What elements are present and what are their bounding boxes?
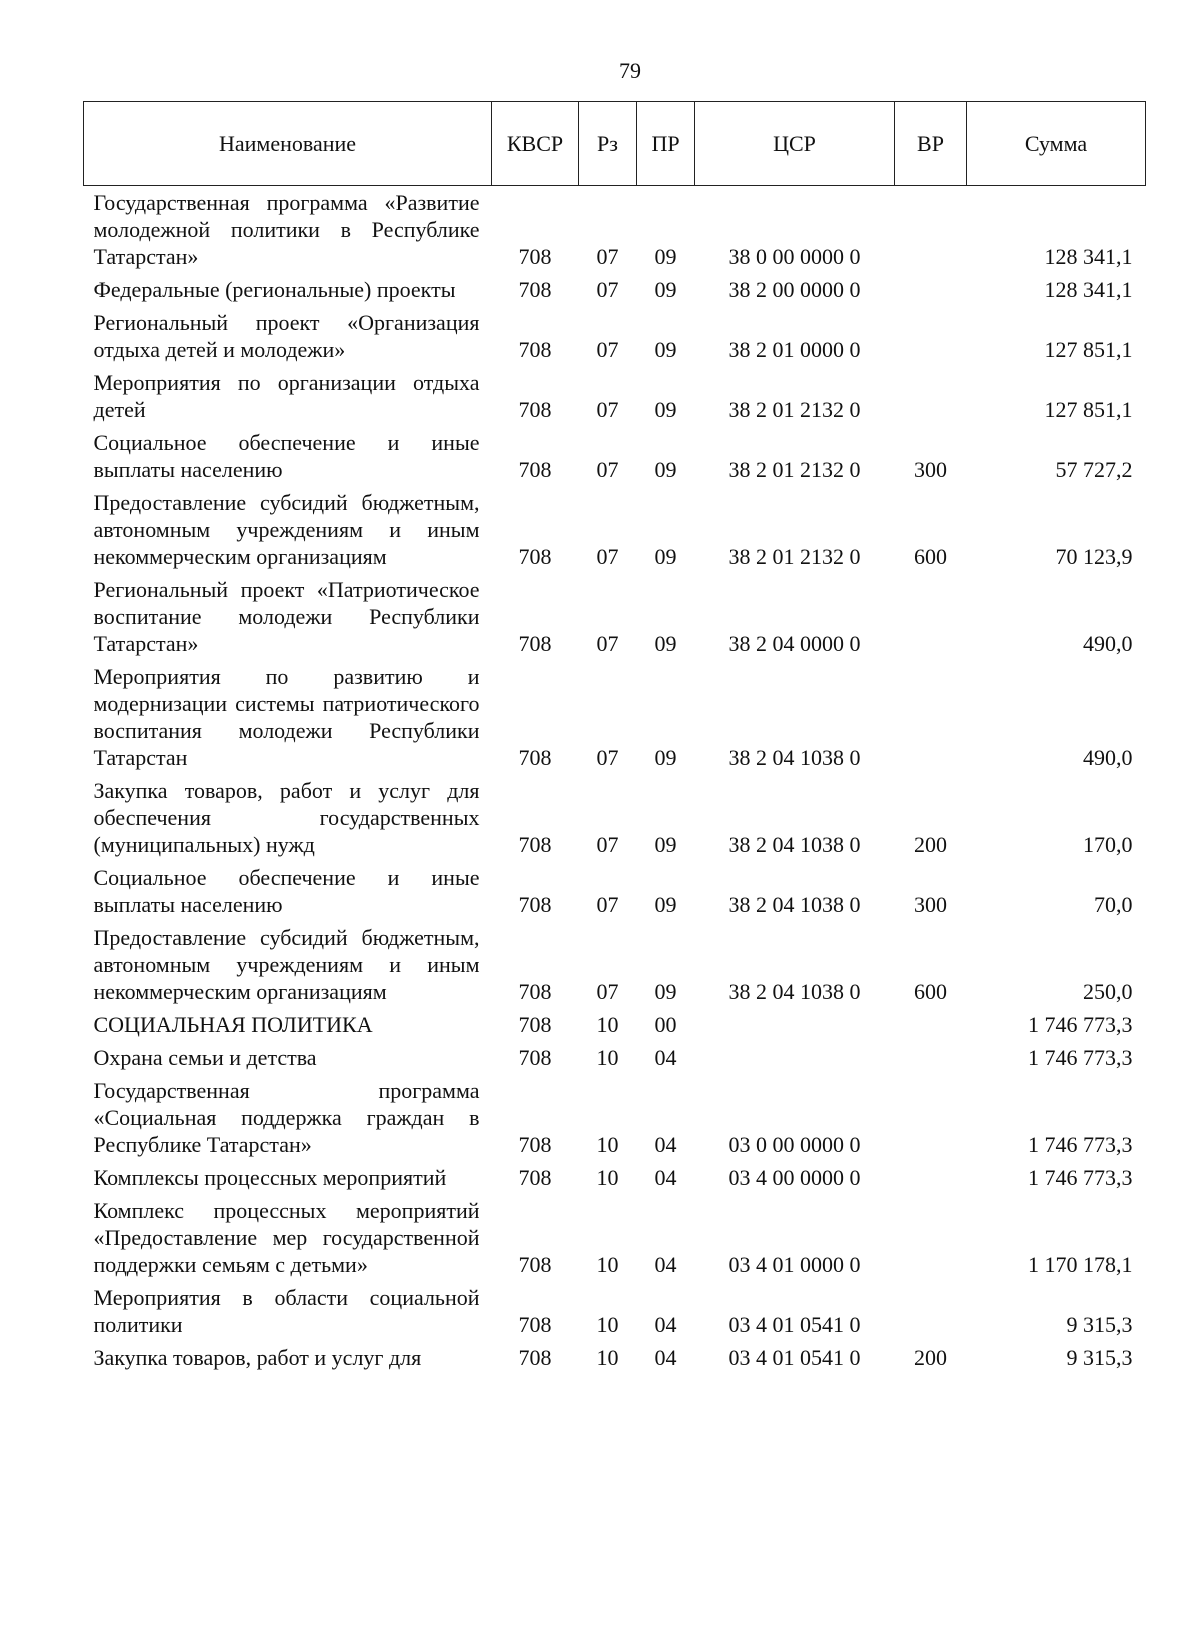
table-row (84, 426, 1146, 486)
cell-kvsr: 708 (518, 277, 552, 302)
cell-kvsr: 708 (518, 544, 552, 569)
cell-name: Государственная программа «Развитие молодежной политики в Республике Татарстан» (93, 190, 480, 269)
cell-sum: 57 727,2 (1055, 457, 1133, 482)
cell-name: Охрана семьи и детства (93, 1045, 317, 1070)
cell-pr: 04 (654, 1165, 677, 1190)
cell-vr (895, 1041, 967, 1074)
cell-sum: 170,0 (1083, 832, 1133, 857)
table-row (84, 486, 1146, 573)
cell-csr: 38 2 04 1038 0 (728, 745, 861, 770)
table-row (84, 1194, 1146, 1281)
cell-pr: 04 (654, 1312, 677, 1337)
header-kvsr: КВСР (492, 102, 579, 186)
cell-csr: 38 2 04 1038 0 (728, 979, 861, 1004)
cell-sum: 490,0 (1083, 745, 1133, 770)
cell-rz: 07 (596, 832, 619, 857)
cell-pr: 09 (654, 979, 677, 1004)
cell-csr (695, 1041, 895, 1074)
table-row (84, 774, 1146, 861)
cell-kvsr: 708 (518, 832, 552, 857)
cell-rz: 07 (596, 979, 619, 1004)
cell-kvsr: 708 (518, 244, 552, 269)
cell-rz: 07 (596, 631, 619, 656)
cell-sum: 250,0 (1083, 979, 1133, 1004)
cell-sum: 1 746 773,3 (1028, 1132, 1133, 1157)
cell-pr: 04 (654, 1252, 677, 1277)
cell-csr: 38 2 00 0000 0 (728, 277, 861, 302)
cell-sum: 9 315,3 (1066, 1312, 1133, 1337)
header-sum: Сумма (967, 102, 1146, 186)
cell-rz: 10 (596, 1165, 619, 1190)
cell-kvsr: 708 (518, 1045, 552, 1070)
cell-pr: 09 (654, 457, 677, 482)
cell-name: Предоставление субсидий бюджетным, автономным учреждениям и иным некоммерческим организациям (93, 925, 480, 1004)
cell-kvsr: 708 (518, 1345, 552, 1370)
table-row (84, 1008, 1146, 1041)
cell-vr (895, 366, 967, 426)
cell-csr: 03 0 00 0000 0 (728, 1132, 861, 1157)
cell-rz: 07 (596, 544, 619, 569)
cell-name: Мероприятия в области социальной политики (93, 1285, 480, 1337)
cell-name: Мероприятия по развитию и модернизации системы патриотического воспитания молодежи Республики Татарстан (93, 664, 480, 770)
cell-name: СОЦИАЛЬНАЯ ПОЛИТИКА (93, 1012, 373, 1037)
cell-pr: 09 (654, 544, 677, 569)
cell-vr: 200 (914, 832, 947, 857)
table-row (84, 573, 1146, 660)
cell-csr: 38 2 04 1038 0 (728, 832, 861, 857)
table-row (84, 1074, 1146, 1161)
budget-table (83, 101, 1146, 1374)
table-row (84, 366, 1146, 426)
cell-name: Предоставление субсидий бюджетным, автономным учреждениям и иным некоммерческим организациям (93, 490, 480, 569)
table-row (84, 273, 1146, 306)
cell-name: Региональный проект «Патриотическое воспитание молодежи Республики Татарстан» (93, 577, 480, 656)
table-row (84, 861, 1146, 921)
cell-rz: 07 (596, 892, 619, 917)
cell-kvsr: 708 (518, 457, 552, 482)
cell-sum: 128 341,1 (1044, 244, 1133, 269)
cell-kvsr: 708 (518, 1252, 552, 1277)
cell-vr (895, 660, 967, 774)
cell-rz: 07 (596, 397, 619, 422)
cell-rz: 10 (596, 1345, 619, 1370)
cell-name: Мероприятия по организации отдыха детей (93, 370, 480, 422)
cell-rz: 10 (596, 1312, 619, 1337)
cell-pr: 09 (654, 832, 677, 857)
cell-kvsr: 708 (518, 745, 552, 770)
cell-sum: 9 315,3 (1066, 1345, 1133, 1370)
cell-rz: 10 (596, 1012, 619, 1037)
table-row (84, 921, 1146, 1008)
cell-pr: 09 (654, 277, 677, 302)
cell-pr: 09 (654, 337, 677, 362)
cell-pr: 09 (654, 397, 677, 422)
cell-vr (895, 1074, 967, 1161)
table-row (84, 1341, 1146, 1374)
cell-vr: 300 (914, 892, 947, 917)
cell-vr: 300 (914, 457, 947, 482)
cell-kvsr: 708 (518, 1132, 552, 1157)
cell-kvsr: 708 (518, 397, 552, 422)
cell-pr: 00 (654, 1012, 677, 1037)
cell-csr: 38 0 00 0000 0 (728, 244, 861, 269)
cell-sum: 127 851,1 (1044, 397, 1133, 422)
cell-rz: 10 (596, 1045, 619, 1070)
page-number: 79 (619, 58, 641, 83)
cell-csr: 38 2 04 1038 0 (728, 892, 861, 917)
cell-vr (895, 1161, 967, 1194)
cell-name: Закупка товаров, работ и услуг для обеспечения государственных (муниципальных) нужд (93, 778, 480, 857)
cell-pr: 09 (654, 631, 677, 656)
cell-sum: 1 170 178,1 (1028, 1252, 1133, 1277)
cell-vr (895, 1194, 967, 1281)
cell-vr (895, 1281, 967, 1341)
cell-name: Закупка товаров, работ и услуг для (93, 1345, 422, 1370)
header-name: Наименование (84, 102, 492, 186)
cell-sum: 70,0 (1094, 892, 1133, 917)
table-row (84, 186, 1146, 274)
table-header-row (84, 102, 1146, 186)
cell-sum: 1 746 773,3 (1028, 1165, 1133, 1190)
cell-kvsr: 708 (518, 1165, 552, 1190)
cell-name: Социальное обеспечение и иные выплаты населению (93, 865, 480, 917)
cell-sum: 128 341,1 (1044, 277, 1133, 302)
cell-rz: 07 (596, 745, 619, 770)
cell-pr: 09 (654, 244, 677, 269)
cell-name: Региональный проект «Организация отдыха детей и молодежи» (93, 310, 480, 362)
cell-rz: 10 (596, 1252, 619, 1277)
cell-sum: 70 123,9 (1055, 544, 1133, 569)
cell-pr: 04 (654, 1132, 677, 1157)
cell-rz: 07 (596, 457, 619, 482)
cell-kvsr: 708 (518, 337, 552, 362)
cell-pr: 04 (654, 1345, 677, 1370)
cell-sum: 1 746 773,3 (1028, 1045, 1133, 1070)
cell-csr: 03 4 01 0541 0 (728, 1345, 861, 1370)
cell-csr: 38 2 01 2132 0 (728, 397, 861, 422)
cell-vr (895, 186, 967, 274)
cell-kvsr: 708 (518, 1312, 552, 1337)
cell-name: Государственная программа «Социальная поддержка граждан в Республике Татарстан» (93, 1078, 480, 1157)
cell-name: Социальное обеспечение и иные выплаты населению (93, 430, 480, 482)
cell-csr: 38 2 04 0000 0 (728, 631, 861, 656)
cell-csr: 03 4 01 0000 0 (728, 1252, 861, 1277)
header-rz: Рз (579, 102, 637, 186)
cell-name: Комплекс процессных мероприятий «Предоставление мер государственной поддержки семьям с детьми» (93, 1198, 480, 1277)
cell-sum: 490,0 (1083, 631, 1133, 656)
cell-pr: 04 (654, 1045, 677, 1070)
cell-csr: 38 2 01 2132 0 (728, 457, 861, 482)
cell-kvsr: 708 (518, 892, 552, 917)
cell-rz: 07 (596, 337, 619, 362)
cell-kvsr: 708 (518, 631, 552, 656)
cell-name: Федеральные (региональные) проекты (93, 277, 456, 302)
table-row (84, 1041, 1146, 1074)
table-row (84, 306, 1146, 366)
cell-kvsr: 708 (518, 1012, 552, 1037)
table-row (84, 660, 1146, 774)
cell-csr: 38 2 01 0000 0 (728, 337, 861, 362)
cell-pr: 09 (654, 745, 677, 770)
cell-vr (895, 573, 967, 660)
cell-rz: 10 (596, 1132, 619, 1157)
cell-vr (895, 306, 967, 366)
cell-vr (895, 273, 967, 306)
header-pr: ПР (637, 102, 695, 186)
cell-csr: 03 4 01 0541 0 (728, 1312, 861, 1337)
cell-csr (695, 1008, 895, 1041)
cell-rz: 07 (596, 277, 619, 302)
cell-name: Комплексы процессных мероприятий (93, 1165, 447, 1190)
table-body (84, 186, 1146, 1375)
cell-pr: 09 (654, 892, 677, 917)
cell-sum: 1 746 773,3 (1028, 1012, 1133, 1037)
cell-csr: 03 4 00 0000 0 (728, 1165, 861, 1190)
cell-sum: 127 851,1 (1044, 337, 1133, 362)
table-row (84, 1161, 1146, 1194)
table-row (84, 1281, 1146, 1341)
header-vr: ВР (895, 102, 967, 186)
cell-rz: 07 (596, 244, 619, 269)
cell-kvsr: 708 (518, 979, 552, 1004)
cell-vr: 200 (914, 1345, 947, 1370)
header-csr: ЦСР (695, 102, 895, 186)
cell-vr: 600 (914, 544, 947, 569)
cell-vr (895, 1008, 967, 1041)
cell-csr: 38 2 01 2132 0 (728, 544, 861, 569)
cell-vr: 600 (914, 979, 947, 1004)
